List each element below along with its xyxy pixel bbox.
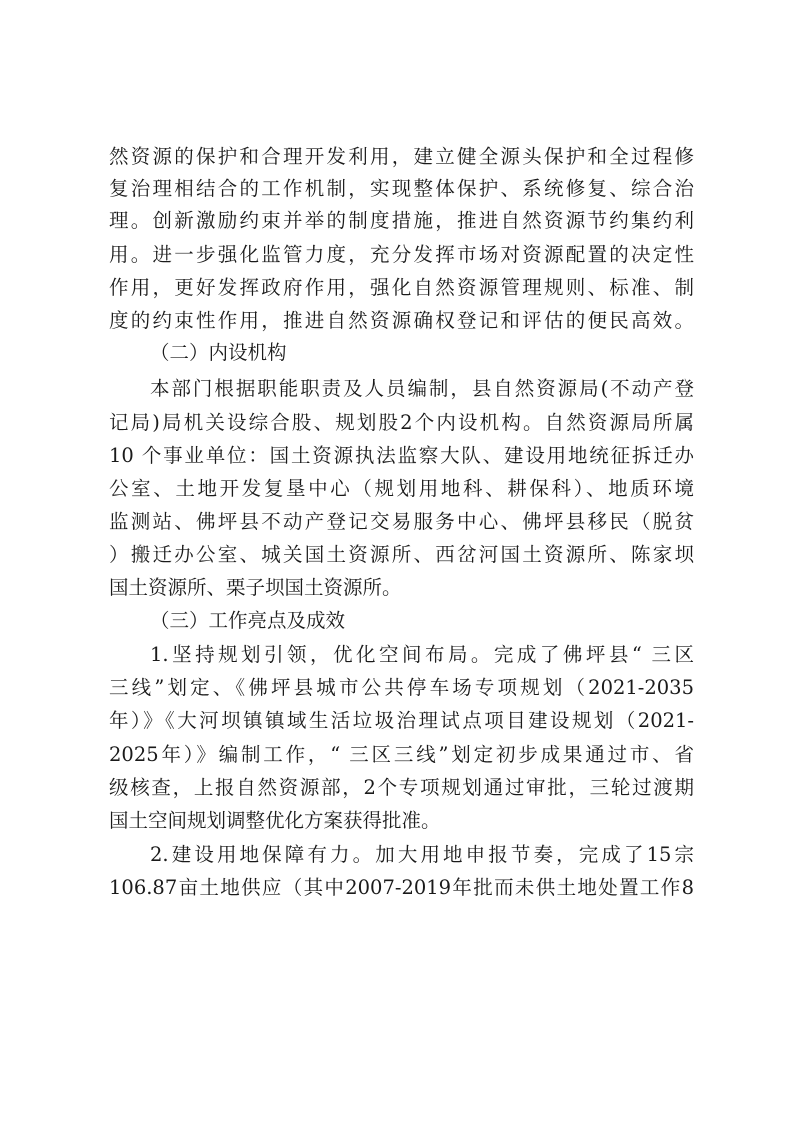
text-line: 然资源的保护和合理开发利用，建立健全源头保护和全过程修 [109,145,694,168]
text-line: 10 个事业单位：国土资源执法监察大队、建设用地统征拆迁办 [109,444,694,467]
text-line: 三线”划定、《佛坪县城市公共停车场专项规划（2021-2035 [109,676,694,699]
text-line: 记局)局机关设综合股、规划股2个内设机构。自然资源局所属 [109,411,694,434]
text-line: 公室、土地开发复垦中心（规划用地科、耕保科）、地质环境 [109,477,694,500]
text-line: 本部门根据职能职责及人员编制，县自然资源局(不动产登 [150,377,694,400]
text-line: 2025年）》编制工作，“ 三区三线”划定初步成果通过市、省 [109,743,694,766]
text-line: 用。进一步强化监管力度，充分发挥市场对资源配置的决定性 [109,243,694,266]
text-line: 复治理相结合的工作机制，实现整体保护、系统修复、综合治 [109,177,694,200]
text-line: 年）》《大河坝镇镇域生活垃圾治理试点项目建设规划（2021- [109,709,694,732]
text-line: 度的约束性作用，推进自然资源确权登记和评估的便民高效。 [109,309,694,332]
text-line: 2.建设用地保障有力。加大用地申报节奏，完成了15宗 [150,843,694,866]
text-line: 作用，更好发挥政府作用，强化自然资源管理规则、标准、制 [109,276,694,299]
text-line: 监测站、佛坪县不动产登记交易服务中心、佛坪县移民（脱贫 [109,510,694,533]
text-line: 国土资源所、栗子坝国土资源所。 [109,576,402,599]
text-line: ）搬迁办公室、城关国土资源所、西岔河国土资源所、陈家坝 [109,543,694,566]
section-heading-highlights: （三）工作亮点及成效 [150,609,346,632]
section-heading-internal-structure: （二）内设机构 [150,341,287,364]
text-line: 106.87亩土地供应（其中2007-2019年批而未供土地处置工作8 [109,876,694,899]
text-line: 级核查，上报自然资源部，2个专项规划通过审批，三轮过渡期 [109,776,694,799]
text-line: 1.坚持规划引领，优化空间布局。完成了佛坪县“ 三区 [150,643,694,666]
text-line: 理。创新激励约束并举的制度措施，推进自然资源节约集约利 [109,209,694,232]
text-line: 国土空间规划调整优化方案获得批准。 [109,809,441,832]
